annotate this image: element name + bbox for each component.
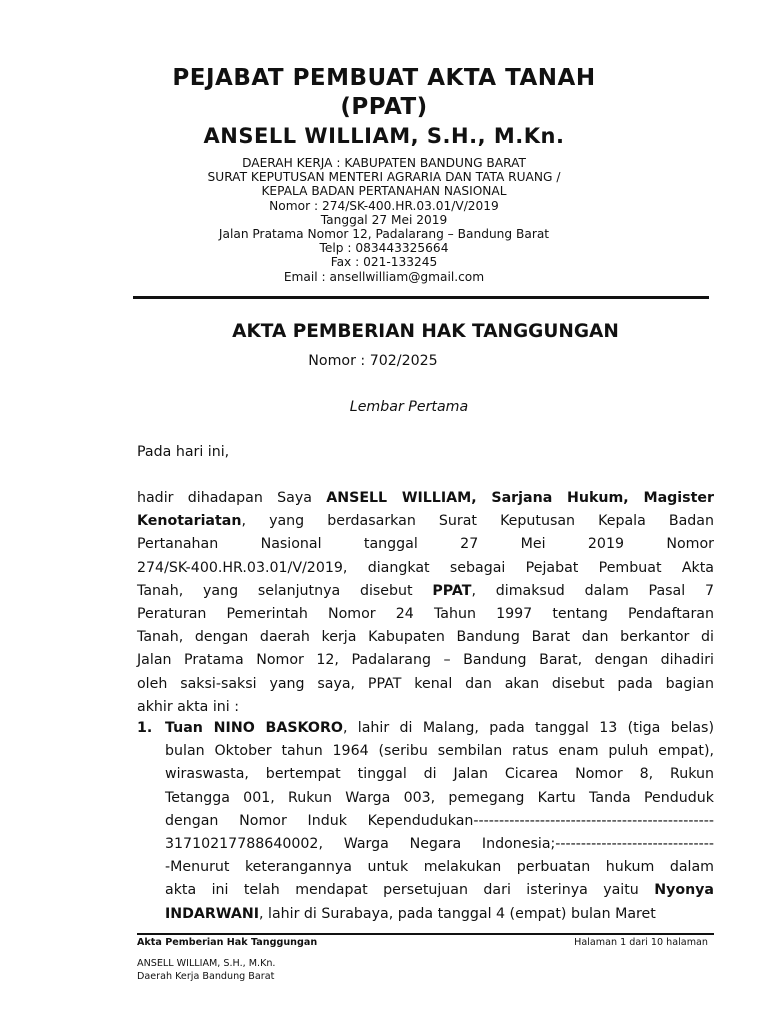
letterhead-name: ANSELL WILLIAM, S.H., M.Kn. [203, 124, 565, 148]
text-line [137, 696, 714, 719]
text-segment: dengan Nomor Induk Kependudukan----------------------------------------------- [165, 812, 714, 829]
deed-title: AKTA PEMBERIAN HAK TANGGUNGAN [232, 321, 619, 342]
footer-name: ANSELL WILLIAM, S.H., M.Kn. [137, 958, 276, 969]
text-line [137, 533, 714, 556]
text-segment: oleh saksi-saksi yang saya, PPAT kenal dan akan disebut pada bagian [137, 675, 714, 692]
text-line [165, 879, 714, 902]
info-line: Jalan Pratama Nomor 12, Padalarang – Bandung Barat [218, 227, 550, 242]
deed-sheet: Lembar Pertama [349, 399, 469, 415]
text-line [137, 487, 714, 510]
info-line: Telp : 083443325664 [319, 241, 449, 256]
opening-paragraph [137, 487, 714, 719]
footer-page-count: Halaman 1 dari 10 halaman [574, 937, 708, 948]
text-segment: -Menurut keterangannya untuk melakukan perbuatan hukum dalam [165, 859, 714, 876]
text-segment: hadir dihadapan Saya [137, 490, 327, 506]
list-item-text [165, 717, 714, 926]
footer-region: Daerah Kerja Bandung Barat [137, 970, 275, 982]
header-divider [133, 296, 709, 299]
info-line: SURAT KEPUTUSAN MENTERI AGRARIA DAN TATA RUANG / [207, 170, 561, 185]
text-segment: , lahir di Malang, pada tanggal 13 (tiga belas) [342, 720, 714, 736]
text-segment: 274/SK-400.HR.03.01/V/2019, diangkat sebagai Pejabat Pembuat Akta [137, 559, 714, 576]
text-line [137, 673, 714, 696]
footer-title: Akta Pemberian Hak Tanggungan [137, 937, 318, 948]
text-line [137, 649, 714, 672]
info-line: KEPALA BADAN PERTANAHAN NASIONAL [261, 184, 507, 199]
text-line [137, 557, 714, 580]
footer-divider [137, 933, 714, 935]
bold-text: Tuan NINO BASKORO [165, 720, 343, 736]
letterhead-info [160, 156, 608, 284]
text-segment: Pertanahan Nasional tanggal 27 Mei 2019 Nomor [137, 536, 714, 553]
info-line: Nomor : 274/SK-400.HR.03.01/V/2019 [269, 198, 499, 213]
text-line [165, 903, 714, 926]
text-segment: 31710217788640002, Warga Negara Indonesia;------------------------------- [165, 836, 714, 853]
info-line: DAERAH KERJA : KABUPATEN BANDUNG BARAT [242, 156, 526, 170]
deed-number: Nomor : 702/2025 [308, 353, 438, 369]
text-line [165, 717, 714, 740]
text-line [165, 763, 714, 786]
text-line [137, 626, 714, 649]
footer-signatory [137, 958, 276, 983]
text-segment: wiraswasta, bertempat tinggal di Jalan Cicarea Nomor 8, Rukun [165, 766, 714, 783]
text-segment: bulan Oktober tahun 1964 (seribu sembilan ratus enam puluh empat), [165, 743, 714, 760]
info-line: Tanggal 27 Mei 2019 [320, 212, 448, 227]
text-segment: Tanah, yang selanjutnya disebut [137, 582, 433, 599]
text-line [137, 580, 714, 603]
opening-line: Pada hari ini, [137, 444, 230, 460]
text-segment: , yang berdasarkan Surat Keputusan Kepala Badan [241, 513, 714, 530]
text-line [165, 787, 714, 810]
info-line: Fax : 021-133245 [330, 255, 438, 270]
text-segment: , lahir di Surabaya, pada tanggal 4 (empat) bulan Maret [258, 905, 656, 922]
bold-text: PPAT [432, 582, 472, 599]
text-line [165, 856, 714, 879]
text-segment: Tanah, dengan daerah kerja Kabupaten Bandung Barat dan berkantor di [137, 629, 714, 646]
bold-text: Nyonya [654, 882, 714, 899]
text-segment: , dimaksud dalam Pasal 7 [471, 582, 714, 599]
bold-text: INDARWANI [165, 905, 259, 922]
text-segment: Peraturan Pemerintah Nomor 24 Tahun 1997 tentang Pendaftaran [137, 606, 714, 623]
letterhead-title-line2: (PPAT) [340, 94, 428, 120]
text-segment: Tetangga 001, Rukun Warga 003, pemegang Kartu Tanda Penduduk [165, 789, 714, 806]
letterhead-title-line1: PEJABAT PEMBUAT AKTA TANAH [172, 65, 596, 91]
text-line [137, 510, 714, 533]
letterhead-title [120, 64, 648, 122]
info-line: Email : ansellwilliam@gmail.com [283, 269, 485, 284]
text-line [165, 810, 714, 833]
bold-text: Kenotariatan [137, 513, 242, 530]
text-segment: Jalan Pratama Nomor 12, Padalarang – Bandung Barat, dengan dihadiri [137, 652, 714, 669]
text-line [165, 833, 714, 856]
text-line [137, 603, 714, 626]
list-item-number: 1. [137, 720, 153, 736]
text-line [165, 740, 714, 763]
text-segment: akta ini telah mendapat persetujuan dari isterinya yaitu [165, 882, 655, 899]
bold-text: ANSELL WILLIAM, Sarjana Hukum, Magister [326, 490, 715, 506]
text-segment: akhir akta ini : [137, 698, 240, 715]
